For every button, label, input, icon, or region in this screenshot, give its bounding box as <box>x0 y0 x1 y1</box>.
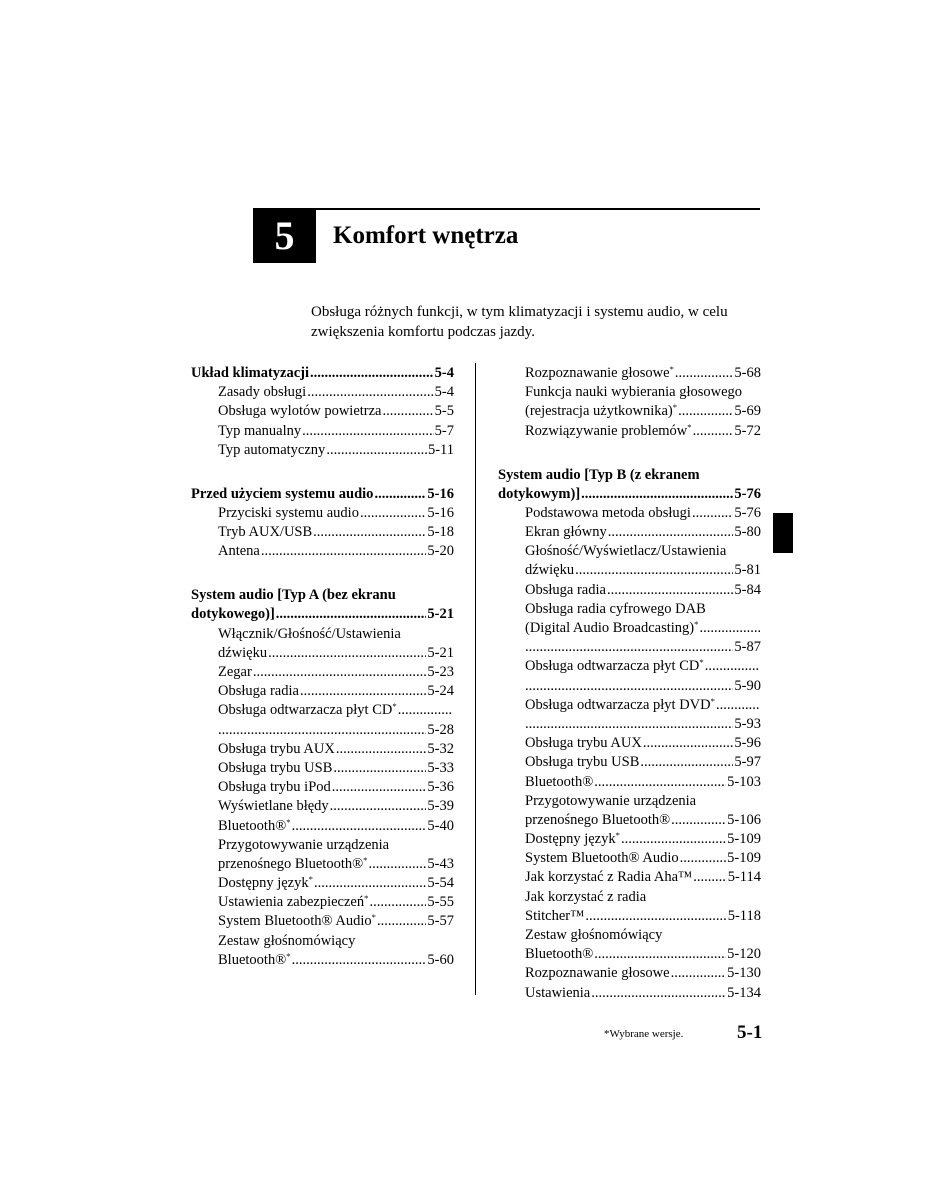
toc-item[interactable]: Ustawienia ..... 5-134 <box>498 984 761 1003</box>
toc-item-line[interactable]: Obsługa radia cyfrowego DAB <box>525 600 706 617</box>
toc-item-line[interactable]: Przygotowywanie urządzenia <box>525 792 697 809</box>
toc-item[interactable]: przenośnego Bluetooth®* ..... 5-43 <box>191 855 454 874</box>
header-rule <box>253 208 760 210</box>
toc-item[interactable]: Obsługa trybu USB ..... 5-33 <box>191 759 454 778</box>
toc-section-audio-type-b-line[interactable]: System audio [Typ B (z ekranem <box>498 466 700 483</box>
toc-item[interactable]: dźwięku ..... 5-81 <box>498 561 761 580</box>
toc-item-line[interactable]: Przygotowywanie urządzenia <box>218 836 390 853</box>
toc-item[interactable]: Obsługa radia ..... 5-84 <box>498 581 761 600</box>
intro-line: Obsługa różnych funkcji, w tym klimatyzacji i systemu audio, w celu <box>311 304 728 320</box>
toc-item-line[interactable]: Funkcja nauki wybierania głosowego <box>525 384 743 401</box>
toc-item[interactable]: Przyciski systemu audio ..... 5-16 <box>191 504 454 523</box>
toc-item[interactable]: Zegar ..... 5-23 <box>191 663 454 682</box>
toc-item[interactable]: Typ manualny ..... 5-7 <box>191 422 454 441</box>
toc-item[interactable]: Zasady obsługi ..... 5-4 <box>191 383 454 402</box>
toc-item[interactable]: Bluetooth® ..... 5-103 <box>498 773 761 792</box>
toc-item-line[interactable]: Głośność/Wyświetlacz/Ustawienia <box>525 543 727 560</box>
toc-item[interactable]: Bluetooth® ..... 5-120 <box>498 945 761 964</box>
toc-left-column <box>191 364 454 970</box>
chapter-number: 5 <box>274 213 295 258</box>
toc-item-continued[interactable]: ..... 5-93 <box>498 715 761 734</box>
page-number: 5-1 <box>737 1022 763 1043</box>
toc-item[interactable]: (Digital Audio Broadcasting)* ..... <box>498 619 761 638</box>
toc-section-audio-type-b[interactable]: dotykowym)] ..... 5-76 <box>498 485 761 504</box>
toc-item[interactable]: Obsługa trybu iPod ..... 5-36 <box>191 778 454 797</box>
toc-item[interactable]: Dostępny język* ..... 5-54 <box>191 874 454 893</box>
toc-item[interactable]: Rozwiązywanie problemów* ..... 5-72 <box>498 422 761 441</box>
toc-item[interactable]: Rozpoznawanie głosowe ..... 5-130 <box>498 964 761 983</box>
toc-item[interactable]: Bluetooth®* ..... 5-40 <box>191 817 454 836</box>
toc-item[interactable]: Obsługa wylotów powietrza ..... 5-5 <box>191 402 454 421</box>
toc-item[interactable]: Typ automatyczny ..... 5-11 <box>191 441 454 460</box>
footnote: *Wybrane wersje. <box>604 1028 684 1040</box>
toc-item[interactable]: Tryb AUX/USB ..... 5-18 <box>191 523 454 542</box>
chapter-intro <box>311 302 771 342</box>
chapter-side-tab <box>773 513 793 553</box>
toc-item-line[interactable]: Włącznik/Głośność/Ustawienia <box>218 625 401 642</box>
toc-item[interactable]: Bluetooth®* ..... 5-60 <box>191 951 454 970</box>
toc-item[interactable]: Dostępny język* ..... 5-109 <box>498 830 761 849</box>
toc-item[interactable]: Stitcher™ ..... 5-118 <box>498 907 761 926</box>
toc-item[interactable]: Podstawowa metoda obsługi ..... 5-76 <box>498 504 761 523</box>
column-divider <box>475 363 476 995</box>
toc-item-continued[interactable]: ..... 5-90 <box>498 677 761 696</box>
toc-item-continued[interactable]: ..... 5-28 <box>191 721 454 740</box>
toc-section-audio-type-a-line[interactable]: System audio [Typ A (bez ekranu <box>191 587 396 604</box>
toc-item[interactable]: Rozpoznawanie głosowe* ..... 5-68 <box>498 364 761 383</box>
toc-section-audio-type-a[interactable]: dotykowego)] ..... 5-21 <box>191 605 454 624</box>
toc-item[interactable]: Obsługa trybu USB ..... 5-97 <box>498 753 761 772</box>
chapter-title: Komfort wnętrza <box>333 222 519 249</box>
toc-section-before-audio[interactable]: Przed użyciem systemu audio ..... 5-16 <box>191 485 454 504</box>
toc-item[interactable]: System Bluetooth® Audio ..... 5-109 <box>498 849 761 868</box>
intro-line: zwiększenia komfortu podczas jazdy. <box>311 324 535 340</box>
toc-item[interactable]: Antena ..... 5-20 <box>191 542 454 561</box>
toc-item[interactable]: (rejestracja użytkownika)* ..... 5-69 <box>498 402 761 421</box>
toc-right-column <box>498 364 761 1003</box>
toc-item[interactable]: Obsługa odtwarzacza płyt CD* ..... <box>498 657 761 676</box>
toc-item[interactable]: Obsługa trybu AUX ..... 5-96 <box>498 734 761 753</box>
toc-item[interactable]: Ekran główny ..... 5-80 <box>498 523 761 542</box>
toc-item-line[interactable]: Jak korzystać z radia <box>525 888 647 905</box>
toc-item-line[interactable]: Zestaw głośnomówiący <box>218 932 356 949</box>
toc-item[interactable]: Obsługa odtwarzacza płyt DVD* ..... <box>498 696 761 715</box>
toc-item[interactable]: System Bluetooth® Audio* ..... 5-57 <box>191 912 454 931</box>
toc-item-line[interactable]: Zestaw głośnomówiący <box>525 927 663 944</box>
toc-item[interactable]: dźwięku ..... 5-21 <box>191 644 454 663</box>
toc-item[interactable]: przenośnego Bluetooth® ..... 5-106 <box>498 811 761 830</box>
toc-item[interactable]: Ustawienia zabezpieczeń* ..... 5-55 <box>191 893 454 912</box>
chapter-number-box <box>253 209 316 263</box>
toc-item[interactable]: Obsługa odtwarzacza płyt CD* ..... <box>191 701 454 720</box>
toc-item[interactable]: Jak korzystać z Radia Aha™ ..... 5-114 <box>498 868 761 887</box>
toc-section-air-conditioning[interactable]: Układ klimatyzacji ..... 5-4 <box>191 364 454 383</box>
toc-item[interactable]: Obsługa trybu AUX ..... 5-32 <box>191 740 454 759</box>
toc-item[interactable]: Wyświetlane błędy ..... 5-39 <box>191 797 454 816</box>
toc-item-continued[interactable]: ..... 5-87 <box>498 638 761 657</box>
toc-item[interactable]: Obsługa radia ..... 5-24 <box>191 682 454 701</box>
